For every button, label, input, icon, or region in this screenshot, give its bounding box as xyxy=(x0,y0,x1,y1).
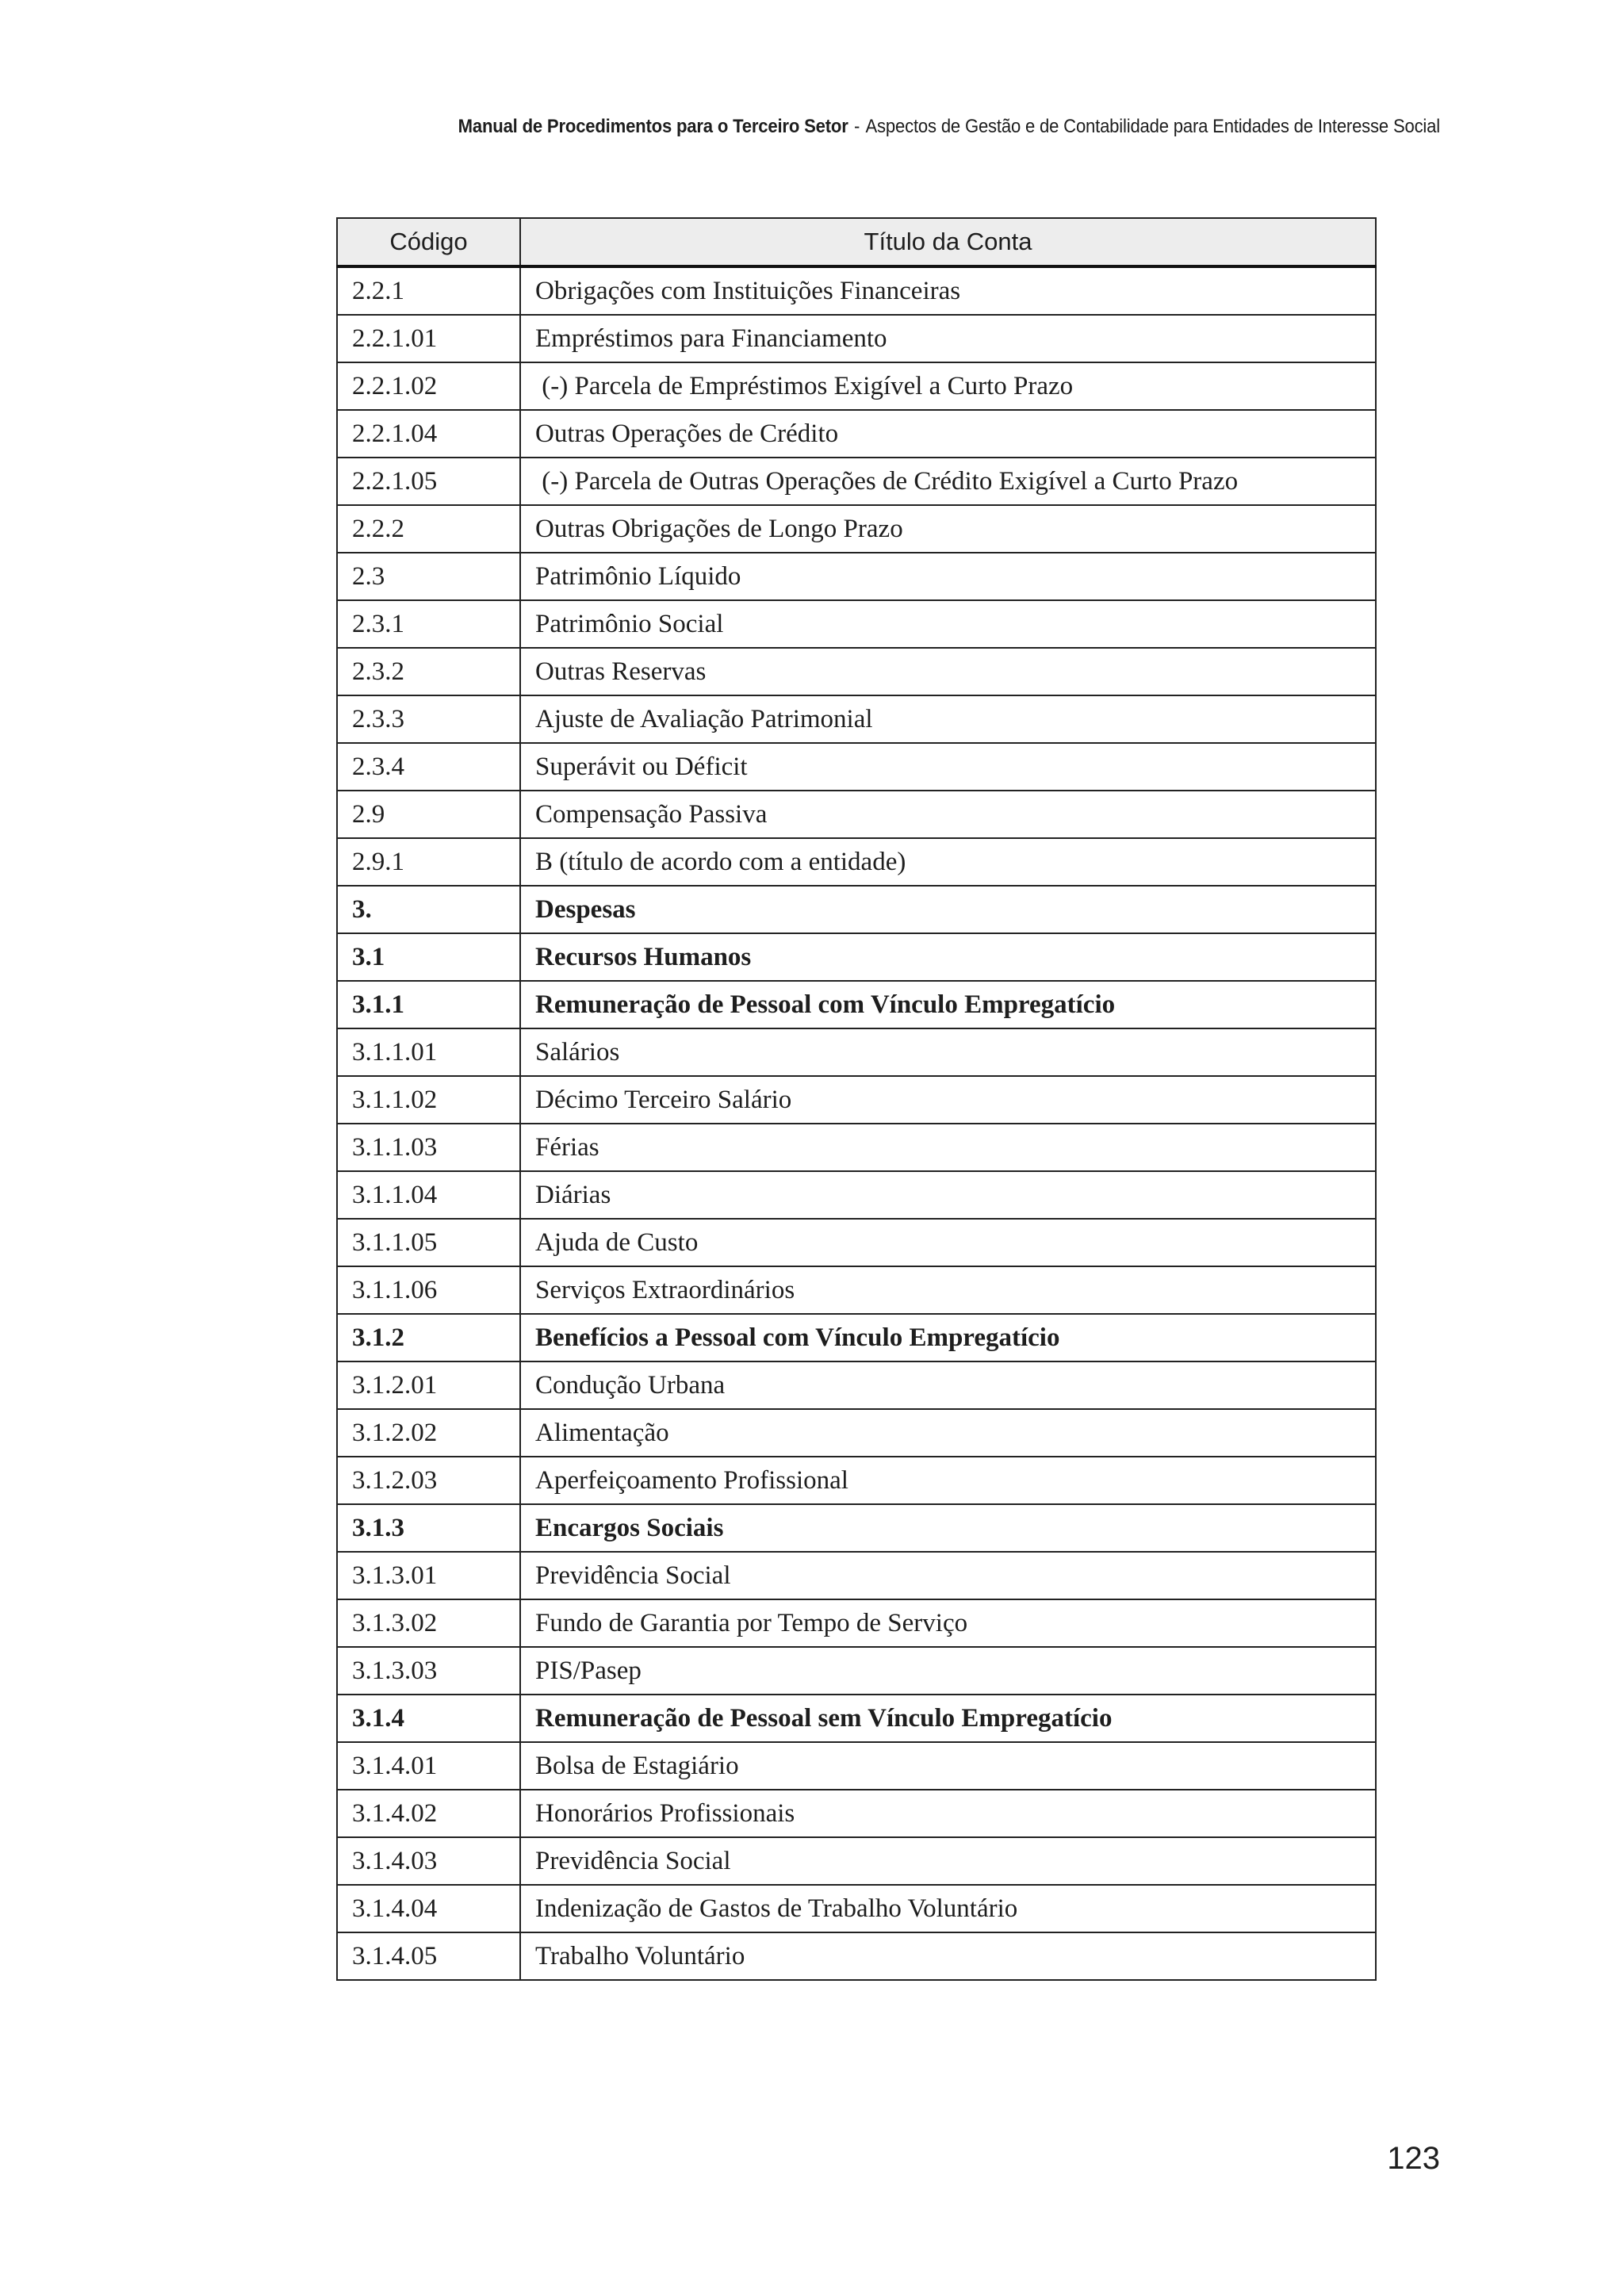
account-code: 2.2.1 xyxy=(337,266,520,315)
account-code: 3.1.1.01 xyxy=(337,1028,520,1076)
table-row xyxy=(337,1647,1376,1695)
table-row xyxy=(337,1219,1376,1266)
account-code: 3.1.1.02 xyxy=(337,1076,520,1124)
account-title: Empréstimos para Financiamento xyxy=(520,315,1376,362)
account-title: Outras Obrigações de Longo Prazo xyxy=(520,505,1376,553)
account-title: Remuneração de Pessoal sem Vínculo Empregatício xyxy=(520,1695,1376,1742)
table-row xyxy=(337,362,1376,410)
table-row xyxy=(337,1552,1376,1599)
account-title: Diárias xyxy=(520,1171,1376,1219)
account-title: Benefícios a Pessoal com Vínculo Empregatício xyxy=(520,1314,1376,1361)
table-body xyxy=(337,266,1376,1980)
account-code: 2.2.1.02 xyxy=(337,362,520,410)
column-header-code: Código xyxy=(337,218,520,266)
account-code: 2.2.1.01 xyxy=(337,315,520,362)
table-row xyxy=(337,1742,1376,1790)
account-code: 2.3.3 xyxy=(337,695,520,743)
table-row xyxy=(337,1409,1376,1457)
table-row xyxy=(337,695,1376,743)
account-code: 3.1.4.01 xyxy=(337,1742,520,1790)
account-code: 3.1.4.03 xyxy=(337,1837,520,1885)
account-title: Ajuste de Avaliação Patrimonial xyxy=(520,695,1376,743)
account-title: Aperfeiçoamento Profissional xyxy=(520,1457,1376,1504)
table-row xyxy=(337,933,1376,981)
account-title: Fundo de Garantia por Tempo de Serviço xyxy=(520,1599,1376,1647)
account-title: Honorários Profissionais xyxy=(520,1790,1376,1837)
table-row xyxy=(337,1124,1376,1171)
table-row xyxy=(337,1314,1376,1361)
table-row xyxy=(337,1076,1376,1124)
account-code: 2.3 xyxy=(337,553,520,600)
table-row xyxy=(337,1790,1376,1837)
account-title: (-) Parcela de Outras Operações de Crédito Exigível a Curto Prazo xyxy=(520,458,1376,505)
table-row xyxy=(337,648,1376,695)
account-title: Outras Reservas xyxy=(520,648,1376,695)
account-title: Compensação Passiva xyxy=(520,791,1376,838)
account-title: Remuneração de Pessoal com Vínculo Empregatício xyxy=(520,981,1376,1028)
table-row xyxy=(337,410,1376,458)
account-title: Patrimônio Líquido xyxy=(520,553,1376,600)
table-row xyxy=(337,743,1376,791)
account-title: Condução Urbana xyxy=(520,1361,1376,1409)
table-row xyxy=(337,1266,1376,1314)
account-code: 3.1.2.01 xyxy=(337,1361,520,1409)
account-code: 3.1.2.02 xyxy=(337,1409,520,1457)
running-header-subtitle: Aspectos de Gestão e de Contabilidade para Entidades de Interesse Social xyxy=(865,116,1440,137)
account-code: 3.1.3.03 xyxy=(337,1647,520,1695)
table-row xyxy=(337,838,1376,886)
table-row xyxy=(337,1885,1376,1932)
account-code: 2.2.2 xyxy=(337,505,520,553)
account-code: 3.1.2 xyxy=(337,1314,520,1361)
table-row xyxy=(337,791,1376,838)
account-code: 3.1.1.05 xyxy=(337,1219,520,1266)
account-code: 3.1.4 xyxy=(337,1695,520,1742)
table-row xyxy=(337,1599,1376,1647)
account-title: Encargos Sociais xyxy=(520,1504,1376,1552)
account-title: Salários xyxy=(520,1028,1376,1076)
account-code: 3.1.2.03 xyxy=(337,1457,520,1504)
account-title: Obrigações com Instituições Financeiras xyxy=(520,266,1376,315)
table-row xyxy=(337,1171,1376,1219)
account-title: Serviços Extraordinários xyxy=(520,1266,1376,1314)
account-code: 3.1.1.06 xyxy=(337,1266,520,1314)
account-title: Previdência Social xyxy=(520,1837,1376,1885)
table-row xyxy=(337,315,1376,362)
account-title: Bolsa de Estagiário xyxy=(520,1742,1376,1790)
account-title: Despesas xyxy=(520,886,1376,933)
running-header xyxy=(458,116,1440,138)
account-code: 2.9 xyxy=(337,791,520,838)
account-code: 2.3.2 xyxy=(337,648,520,695)
table-row xyxy=(337,1932,1376,1980)
running-header-separator: - xyxy=(853,116,860,137)
table-row xyxy=(337,886,1376,933)
table-row xyxy=(337,600,1376,648)
account-code: 3.1.4.02 xyxy=(337,1790,520,1837)
column-header-title: Título da Conta xyxy=(520,218,1376,266)
account-title: PIS/Pasep xyxy=(520,1647,1376,1695)
account-code: 3.1.4.05 xyxy=(337,1932,520,1980)
table-row xyxy=(337,458,1376,505)
account-code: 3.1.1.04 xyxy=(337,1171,520,1219)
account-code: 3.1 xyxy=(337,933,520,981)
account-code: 2.2.1.05 xyxy=(337,458,520,505)
account-title: Ajuda de Custo xyxy=(520,1219,1376,1266)
account-code: 3.1.3.01 xyxy=(337,1552,520,1599)
table-row xyxy=(337,1837,1376,1885)
account-title: Férias xyxy=(520,1124,1376,1171)
account-code: 2.3.4 xyxy=(337,743,520,791)
running-header-title: Manual de Procedimentos para o Terceiro Setor xyxy=(458,116,848,137)
table-row xyxy=(337,553,1376,600)
account-code: 3.1.4.04 xyxy=(337,1885,520,1932)
account-code: 3.1.3.02 xyxy=(337,1599,520,1647)
table-row xyxy=(337,1361,1376,1409)
account-title: B (título de acordo com a entidade) xyxy=(520,838,1376,886)
account-code: 2.9.1 xyxy=(337,838,520,886)
account-title: Alimentação xyxy=(520,1409,1376,1457)
account-title: Indenização de Gastos de Trabalho Voluntário xyxy=(520,1885,1376,1932)
account-title: (-) Parcela de Empréstimos Exigível a Curto Prazo xyxy=(520,362,1376,410)
account-title: Outras Operações de Crédito xyxy=(520,410,1376,458)
account-title: Superávit ou Déficit xyxy=(520,743,1376,791)
table-row xyxy=(337,1504,1376,1552)
table-row xyxy=(337,266,1376,315)
account-code: 3.1.1 xyxy=(337,981,520,1028)
account-title: Patrimônio Social xyxy=(520,600,1376,648)
table-row xyxy=(337,1028,1376,1076)
table-row xyxy=(337,1457,1376,1504)
account-code: 3.1.3 xyxy=(337,1504,520,1552)
table-row xyxy=(337,505,1376,553)
account-title: Recursos Humanos xyxy=(520,933,1376,981)
page-number: 123 xyxy=(1387,2141,1440,2176)
table-header-row xyxy=(337,218,1376,266)
account-title: Décimo Terceiro Salário xyxy=(520,1076,1376,1124)
table-row xyxy=(337,981,1376,1028)
account-code: 3. xyxy=(337,886,520,933)
account-code: 3.1.1.03 xyxy=(337,1124,520,1171)
chart-of-accounts-table xyxy=(336,217,1377,1981)
account-title: Trabalho Voluntário xyxy=(520,1932,1376,1980)
account-code: 2.2.1.04 xyxy=(337,410,520,458)
account-code: 2.3.1 xyxy=(337,600,520,648)
table-row xyxy=(337,1695,1376,1742)
account-title: Previdência Social xyxy=(520,1552,1376,1599)
